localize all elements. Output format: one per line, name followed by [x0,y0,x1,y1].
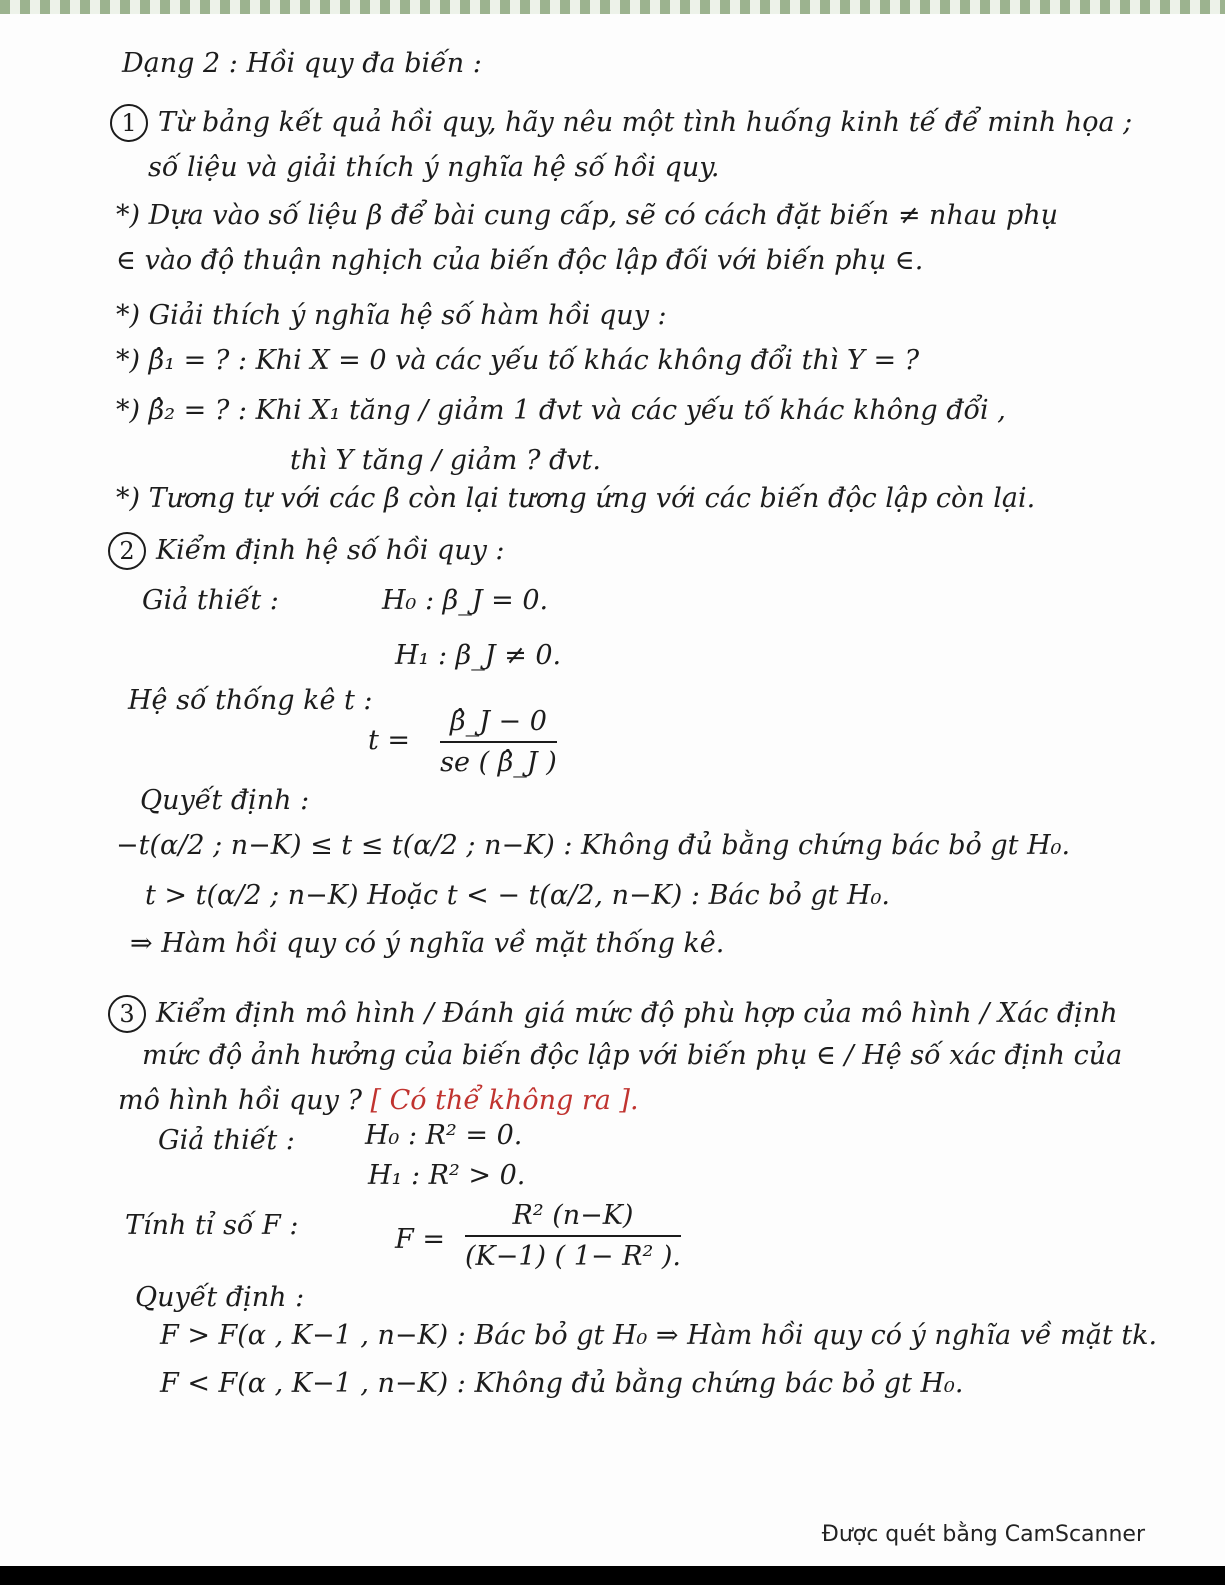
section-1-similar: *) Tương tự với các β còn lại tương ứng với các biến độc lập còn lại. [116,483,1036,514]
section-3-h1: H₁ : R² > 0. [368,1160,526,1191]
section-2-stat-label: Hệ số thống kê t : [128,685,373,716]
section-3-f-lhs: F = [395,1224,445,1255]
section-2-decision-label: Quyết định : [140,785,310,816]
section-1-number: 1 [110,104,148,142]
section-3-f-denominator: (K−1) ( 1− R² ). [465,1241,681,1272]
section-3-f-numerator: R² (n−K) [465,1200,681,1237]
section-3-heading-cont: mức độ ảnh hưởng của biến độc lập với biến phụ ∈ / Hệ số xác định của [142,1040,1123,1071]
section-2-t-fraction [440,706,557,778]
section-1-note-cont: ∈ vào độ thuận nghịch của biến độc lập đối với biến phụ ∈. [116,245,924,276]
section-2-heading-text: Kiểm định hệ số hồi quy : [156,535,505,566]
section-1-heading [110,104,1132,142]
page-title: Dạng 2 : Hồi quy đa biến : [122,48,482,79]
section-3-decision-label: Quyết định : [135,1282,305,1313]
section-2-rule-2: t > t(α/2 ; n−K) Hoặc t < − t(α/2, n−K) : Bác bỏ gt H₀. [145,880,891,911]
section-2-t-numerator: β̂_J − 0 [440,706,557,743]
section-3-heading-cont-2 [118,1085,639,1116]
section-2-t-denominator: se ( β̂_J ) [440,747,557,778]
section-1-heading-text: Từ bảng kết quả hồi quy, hãy nêu một tình huống kinh tế để minh họa ; [158,107,1133,138]
section-2-rule-1: −t(α/2 ; n−K) ≤ t ≤ t(α/2 ; n−K) : Không đủ bằng chứng bác bỏ gt H₀. [116,830,1071,861]
section-3-f-fraction [465,1200,681,1272]
section-3-heading-end: mô hình hồi quy ? [118,1085,362,1116]
section-3-rule-1: F > F(α , K−1 , n−K) : Bác bỏ gt H₀ ⇒ Hàm hồi quy có ý nghĩa về mặt tk. [160,1320,1158,1351]
section-3-number: 3 [108,995,146,1033]
section-1-beta1: *) β̂₁ = ? : Khi X = 0 và các yếu tố khác không đổi thì Y = ? [116,345,920,376]
section-2-hypothesis-label: Giả thiết : [142,585,279,616]
section-2-h0: H₀ : β_J = 0. [382,585,549,616]
scanner-watermark: Được quét bằng CamScanner [821,1522,1145,1547]
section-2-heading [108,532,505,570]
bottom-edge [0,1566,1225,1585]
section-3-rule-2: F < F(α , K−1 , n−K) : Không đủ bằng chứng bác bỏ gt H₀. [160,1368,964,1399]
section-2-t-lhs: t = [368,725,411,756]
section-3-red-note: [ Có thể không ra ]. [370,1085,639,1116]
section-3-heading [108,995,1118,1033]
section-3-hypothesis-label: Giả thiết : [158,1125,295,1156]
section-1-beta2-cont: thì Y tăng / giảm ? đvt. [290,445,601,476]
section-3-heading-text: Kiểm định mô hình / Đánh giá mức độ phù hợp của mô hình / Xác định [156,998,1118,1029]
section-1-heading-cont: số liệu và giải thích ý nghĩa hệ số hồi quy. [148,152,720,183]
section-2-number: 2 [108,532,146,570]
section-3-stat-label: Tính tỉ số F : [125,1210,299,1241]
section-3-h0: H₀ : R² = 0. [365,1120,523,1151]
section-1-beta2: *) β̂₂ = ? : Khi X₁ tăng / giảm 1 đvt và các yếu tố khác không đổi , [116,395,1006,426]
section-1-explain-title: *) Giải thích ý nghĩa hệ số hàm hồi quy : [116,300,667,331]
section-2-h1: H₁ : β_J ≠ 0. [395,640,562,671]
section-2-conclusion: ⇒ Hàm hồi quy có ý nghĩa về mặt thống kê. [130,928,725,959]
section-1-note: *) Dựa vào số liệu β để bài cung cấp, sẽ có cách đặt biến ≠ nhau phụ [116,200,1058,231]
